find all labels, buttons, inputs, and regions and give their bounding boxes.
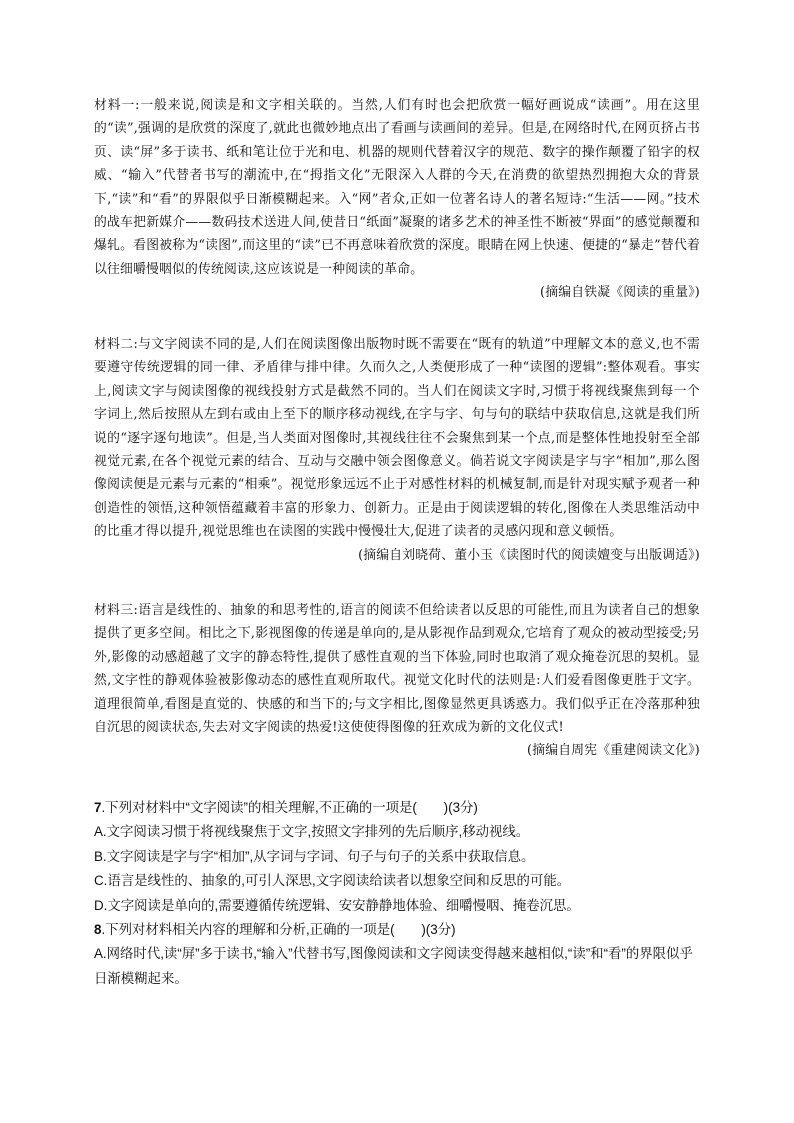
question-7-text: .下列对材料中“文字阅读”的相关理解,不正确的一项是( )(3分): [101, 800, 478, 815]
material-three: [94, 599, 700, 763]
question-8-stem: [94, 918, 700, 942]
material-two-source: (摘编自刘晓荷、董小玉《读图时代的阅读嬗变与出版调适》): [358, 547, 700, 563]
material-one: [94, 94, 700, 305]
material-one-source: (摘编自铁凝《阅读的重量》): [540, 285, 700, 301]
question-8-number: 8: [94, 922, 102, 938]
question-8-option-a: A.网络时代,读“屏”多于读书,“输入”代替书写,图像阅读和文字阅读变得越来越相似,“读”和“看”的界限似乎日渐模糊起来。: [94, 946, 693, 986]
question-7-option-c: C.语言是线性的、抽象的,可引人深思,文字阅读给读者以想象空间和反思的可能。: [94, 873, 571, 889]
question-7-option-d: D.文字阅读是单向的,需要遵循传统逻辑、安安静静地体验、细嚼慢咽、掩卷沉思。: [94, 897, 580, 913]
question-section: [94, 796, 700, 991]
question-7-option-a: A.文字阅读习惯于将视线聚焦于文字,按照文字排列的先后顺序,移动视线。: [94, 824, 530, 840]
material-three-text: 材料三:语言是线性的、抽象的和思考性的,语言的阅读不但给读者以反思的可能性,而且为读者自己的想象提供了更多空间。相比之下,影视图像的传递是单向的,是从影视作品到观众,它培育了观众的被动型接受;另外,影像的动感超越了文字的静态特性,提供了感性直观的当下体验,同时也取消了观众掩卷沉思的契机。显然,文字性的静观体验被影像动态的感性直观所取代。视觉文化时代的法则是:人们爱看图像更胜于文字。道理很简单,看图是直觉的、快感的和当下的;与文字相比,图像显然更具诱惑力。我们似乎正在冷落那种独自沉思的阅读状态,失去对文字阅读的热爱!这使使得图像的狂欢成为新的文化仪式!: [94, 603, 700, 736]
question-8-text: .下列对材料相关内容的理解和分析,正确的一项是( )(3分): [101, 922, 456, 938]
question-7-option-b: B.文字阅读是字与字“相加”,从字词与字词、句子与句子的关系中获取信息。: [94, 848, 535, 864]
material-one-text: 材料一:一般来说,阅读是和文字相关联的。当然,人们有时也会把欣赏一幅好画说成“读画”。用在这里的“读”,强调的是欣赏的深度了,就此也微妙地点出了看画与读画间的差异。但是,在网络时代,在网页挤占书页、读“屏”多于读书、纸和笔让位于光和电、机器的规则代替着汉字的规范、数字的操作颠覆了铅字的权威、“输入”代替者书写的潮流中,在“拇指文化”无限深入人群的今天,在消费的欲望热烈拥抱大众的背景下,“读”和“看”的界限似乎日渐模糊起来。入“网”者众,正如一位著名诗人的著名短诗:“生活——网。”技术的战车把新媒介——数码技术送进人间,使昔日“纸面”凝聚的诸多艺术的神圣性不断被“界面”的感觉颠覆和爆轧。看图被称为“读图”,而这里的“读”已不再意味着欣赏的深度。眼睛在网上快速、便捷的“暴走”替代着以往细嚼慢咽似的传统阅读,这应该说是一种阅读的革命。: [94, 98, 700, 277]
question-7-stem: [94, 796, 700, 820]
question-7-number: 7: [94, 800, 102, 815]
material-two-text: 材料二:与文字阅读不同的是,人们在阅读图像出版物时既不需要在“既有的轨道”中理解文本的意义,也不需要遵守传统逻辑的同一律、矛盾律与排中律。久而久之,人类便形成了一种“读图的逻辑”:整体观看。事实上,阅读文字与阅读图像的视线投射方式是截然不同的。当人们在阅读文字时,习惯于将视线聚焦到每一个字词上,然后按照从左到右或由上至下的顺序移动视线,在字与字、句与句的联结中获取信息,这就是我们所说的“逐字逐句地读”。但是,当人类面对图像时,其视线往往不会聚焦到某一个点,而是整体性地投射至全部视觉元素,在各个视觉元素的结合、互动与交融中领会图像意义。倘若说文字阅读是字与字“相加”,那么图像阅读便是元素与元素的“相乘”。视觉形象远远不止于对感性材料的机械复制,而是针对现实赋予观者一种创造性的领悟,这种领悟蕴藏着丰富的形象力、创新力。正是由于阅读逻辑的转化,图像在人类思维活动中的比重才得以提升,视觉思维也在读图的实践中慢慢壮大,促进了读者的灵感闪现和意义顿悟。: [94, 337, 700, 540]
material-two: [94, 333, 700, 567]
material-three-source: (摘编自周宪《重建阅读文化》): [527, 743, 700, 759]
